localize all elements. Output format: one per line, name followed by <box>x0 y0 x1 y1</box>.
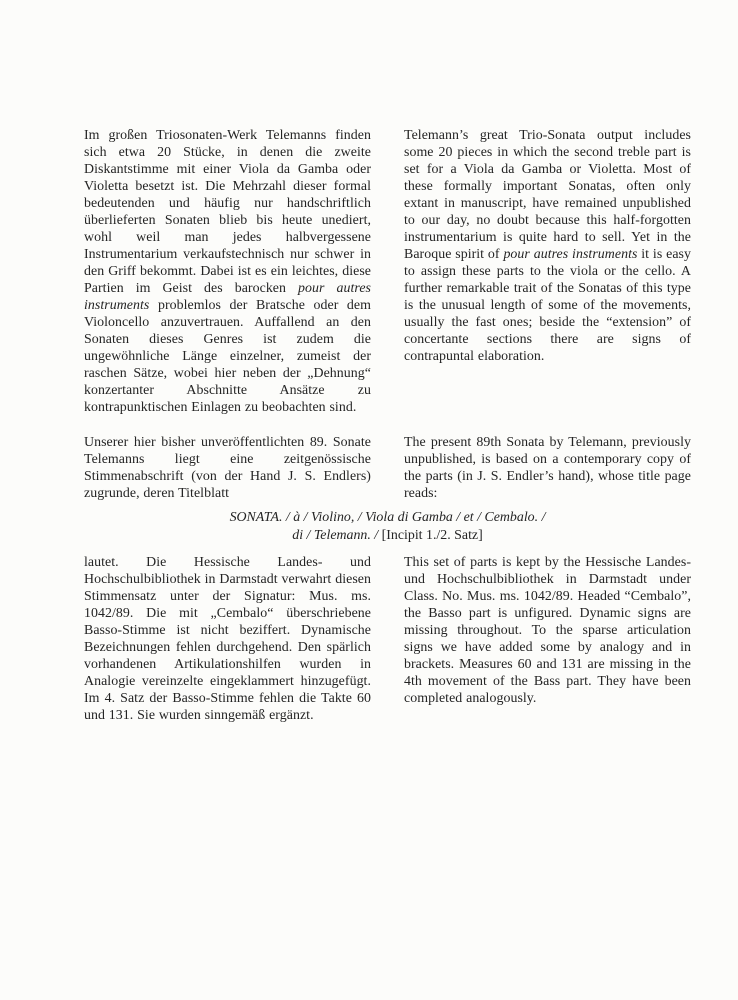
german-paragraph-1: Im großen Triosonaten-Werk Telemanns finden sich etwa 20 Stücke, in denen die zweite Diskantstimme mit einer Viola da Gamba oder Violetta besetzt ist. Die Mehrzahl dieser formal bedeutenden und häufig nur handschriftlich überlieferten Sonaten blieb bis heute unediert, wohl weil man jedes halbvergessene Instrumentarium verkaufstechnisch nur schwer in den Griff bekommt. Dabei ist es ein leichtes, diese Partien im Geist des barocken pour autres instruments problemlos der Bratsche oder dem Violoncello anzuvertrauen. Auffallend an den Sonaten dieses Genres ist zudem die ungewöhnliche Länge einzelner, zumeist der raschen Sätze, wobei hier neben der „Dehnung“ konzertanter Abschnitte Ansätze zu kontrapunktischen Einlagen zu beobachten sind. <box>84 128 371 415</box>
preface-text-block <box>84 127 691 724</box>
german-column <box>84 127 371 416</box>
english-paragraph-3: This set of parts is kept by the Hessische Landes- und Hochschulbibliothek in Darmstadt under Class. No. Mus. ms. 1042/89. Headed “Cembalo”, the Basso part is unfigured. Dynamic signs are missing throughout. To the sparse articulation signs we have added some by analogy and in brackets. Measures 60 and 131 are missing in the 4th movement of the Bass part. They have been completed analogously. <box>404 555 691 706</box>
german-paragraph-2: Unserer hier bisher unveröffentlichten 89. Sonate Telemanns liegt eine zeitgenössische Stimmenabschrift (von der Hand J. S. Endlers) zugrunde, deren Titelblatt <box>84 435 371 501</box>
english-column-3 <box>404 554 691 724</box>
english-column-2 <box>404 434 691 502</box>
german-column-2 <box>84 434 371 502</box>
paragraph-row-2 <box>84 434 691 502</box>
paragraph-row-3 <box>84 554 691 724</box>
title-page-quotation <box>84 509 691 545</box>
title-quote-line-2: di / Telemann. / [Incipit 1./2. Satz] <box>292 528 483 543</box>
english-paragraph-1: Telemann’s great Trio-Sonata output includes some 20 pieces in which the second treble part is set for a Viola da Gamba or Violetta. Most of these formally important Sonatas, often only extant in manuscript, have remained unpublished to our day, no doubt because this half-forgotten instrumentarium is quite hard to sell. Yet in the Baroque spirit of pour autres instruments it is easy to assign these parts to the viola or the cello. A further remarkable trait of the Sonatas of this type is the unusual length of some of the movements, usually the fast ones; beside the “extension” of concertante sections there are signs of contrapuntal elaboration. <box>404 128 691 364</box>
german-paragraph-3: lautet. Die Hessische Landes- und Hochschulbibliothek in Darmstadt verwahrt diesen Stimmensatz unter der Signatur: Mus. ms. 1042/89. Die mit „Cembalo“ überschriebene Basso-Stimme ist nicht beziffert. Dynamische Bezeichnungen fehlen durchgehend. Den spärlich vorhandenen Artikulationshilfen wurden in Analogie vereinzelte eingeklammert hinzugefügt. Im 4. Satz der Basso-Stimme fehlen die Takte 60 und 131. Sie wurden sinngemäß ergänzt. <box>84 555 371 723</box>
title-quote-line-1: SONATA. / à / Violino, / Viola di Gamba / et / Cembalo. / <box>229 510 546 525</box>
german-column-3 <box>84 554 371 724</box>
paragraph-row-1 <box>84 127 691 416</box>
english-column <box>404 127 691 416</box>
english-paragraph-2: The present 89th Sonata by Telemann, previously unpublished, is based on a contemporary copy of the parts (in J. S. Endler’s hand), whose title page reads: <box>404 435 691 501</box>
